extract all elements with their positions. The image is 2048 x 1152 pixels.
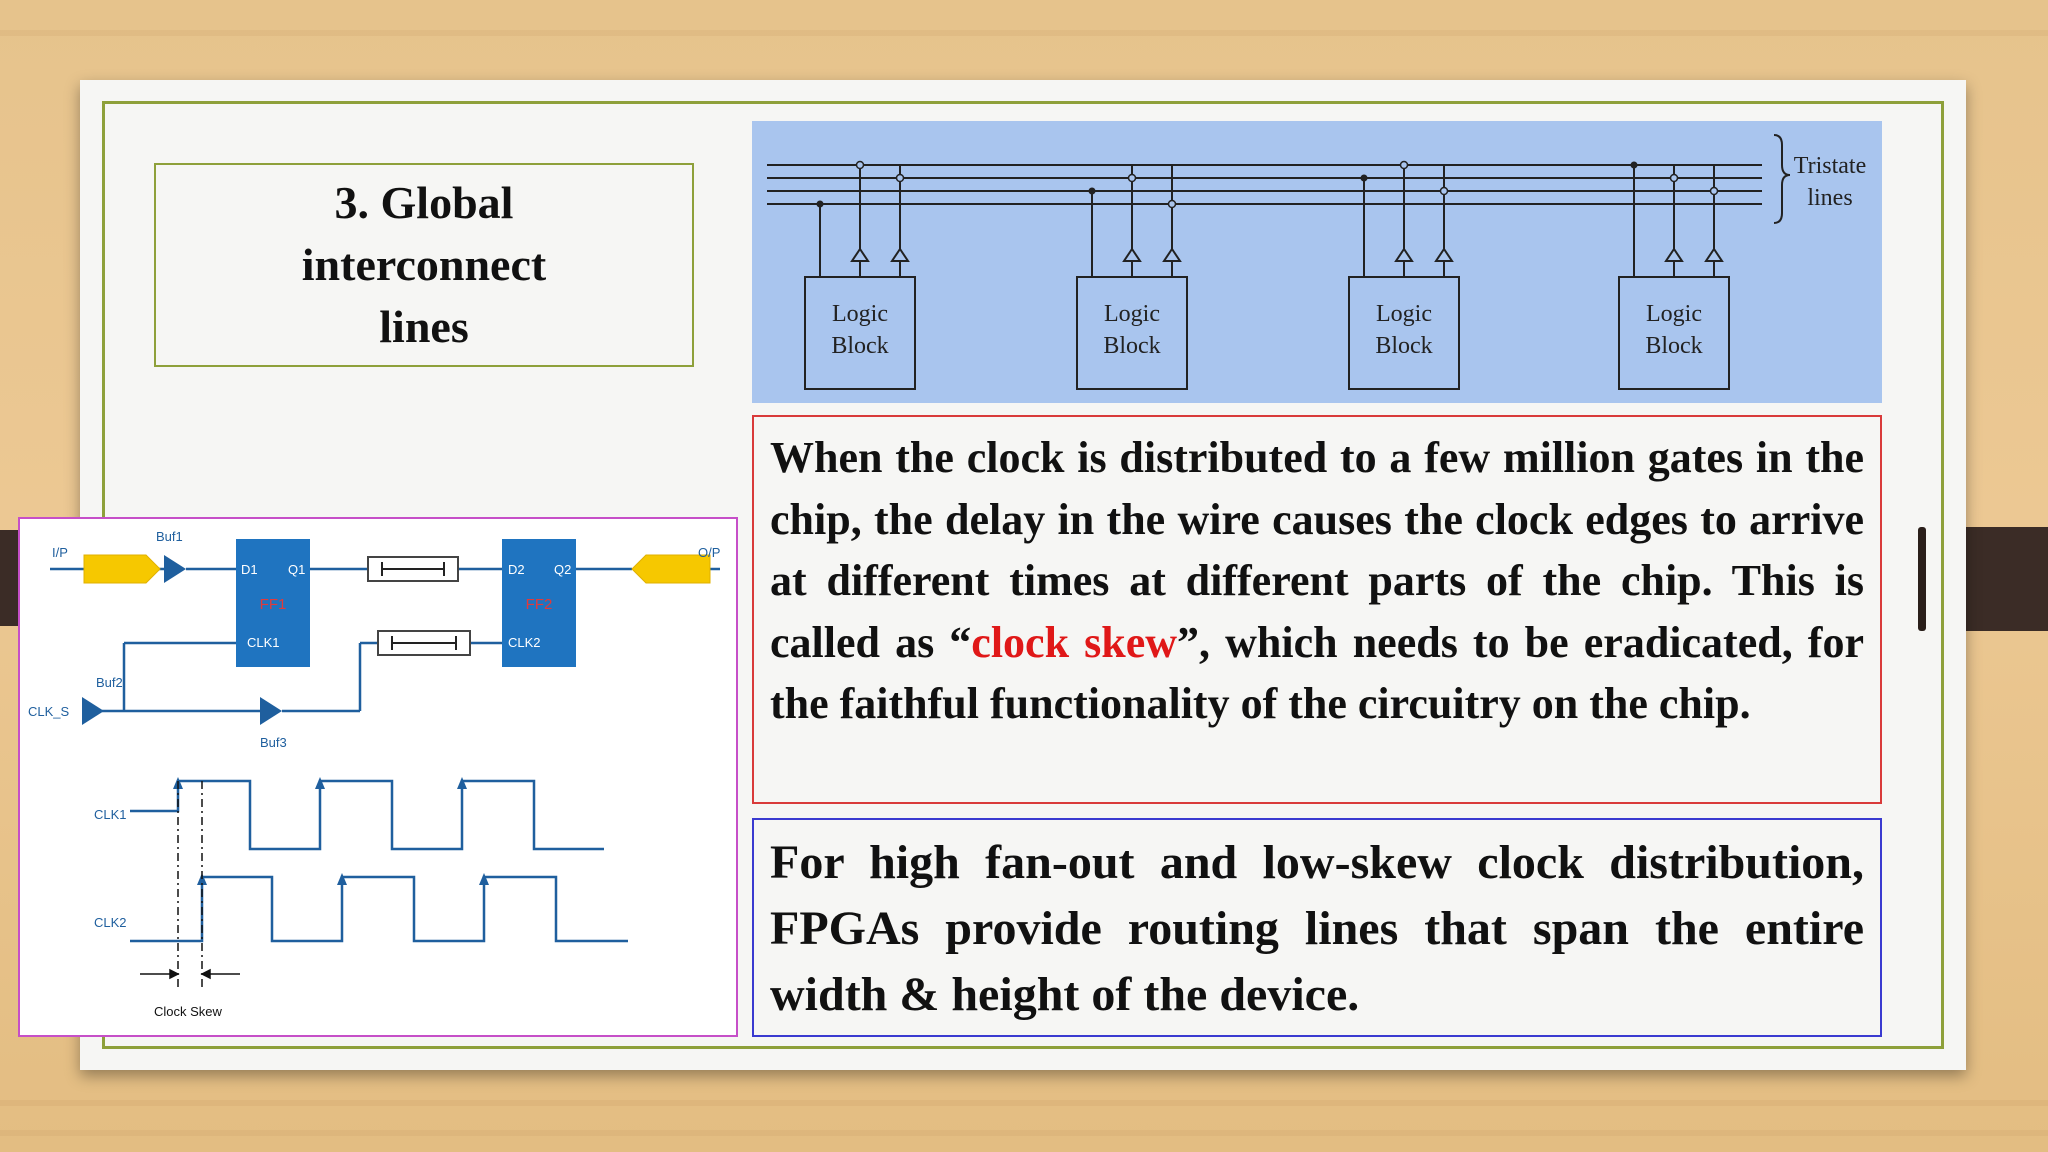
paragraph-1-after: ”, which needs to be eradicated, for the faithful functionality of the circuitry on the chip. — [770, 617, 1864, 728]
title-box — [154, 163, 694, 367]
tristate-label-line-2: lines — [1807, 185, 1853, 211]
output-label: O/P — [698, 545, 721, 560]
brace-icon — [1774, 135, 1790, 223]
buffer-2-icon — [82, 697, 104, 725]
logic-block-4 — [1619, 162, 1729, 390]
ff1-q-label: Q1 — [288, 562, 306, 577]
tristate-label-line-1: Tristate — [1793, 153, 1867, 179]
logic-block-2 — [1077, 165, 1187, 389]
input-port-icon — [84, 555, 160, 583]
fanout-paragraph: For high fan-out and low-skew clock distribution, FPGAs provide routing lines that span the entire width & height of the device. — [752, 818, 1882, 1037]
ff2-d-label: D2 — [508, 562, 525, 577]
title-line-3: lines — [379, 301, 469, 352]
tristate-lines-diagram — [752, 121, 1882, 403]
buffer-2-label: Buf2 — [96, 675, 123, 690]
paragraph-1-before: When the clock is distributed to a few million gates in the chip, the delay in the wire causes the clock edges to arrive at different times at different parts of the chip. This is called as “ — [770, 433, 1864, 667]
clock-skew-paragraph — [752, 415, 1882, 804]
delay-element-2 — [378, 631, 470, 655]
logic-block-2-label-1: Logic — [1104, 301, 1160, 327]
buffer-3-label: Buf3 — [260, 735, 287, 750]
binder-tab-cap — [1918, 527, 1926, 631]
input-label: I/P — [52, 545, 68, 560]
clk2-waveform — [130, 877, 628, 941]
ff1-d-label: D1 — [241, 562, 258, 577]
title-line-1: 3. Global — [334, 177, 514, 228]
buffer-1-label: Buf1 — [156, 529, 183, 544]
ff2-q-label: Q2 — [554, 562, 572, 577]
delay-element-1 — [368, 557, 458, 581]
flip-flop-1 — [236, 539, 310, 667]
tristate-diagram-svg — [752, 121, 1882, 403]
logic-block-1 — [805, 162, 915, 390]
slide-title — [274, 172, 574, 358]
logic-block-1-label-2: Block — [831, 333, 889, 359]
logic-block-4-label-1: Logic — [1646, 301, 1702, 327]
buffer-1-icon — [164, 555, 186, 583]
ff1-clk-label: CLK1 — [247, 635, 280, 650]
flip-flop-2 — [502, 539, 576, 667]
skew-arrows — [140, 970, 240, 978]
title-line-2: interconnect — [301, 239, 547, 290]
clock-skew-label: Clock Skew — [154, 1004, 222, 1019]
clk-s-label: CLK_S — [28, 704, 70, 719]
clk2-wave-label: CLK2 — [94, 915, 127, 930]
logic-block-2-label-2: Block — [1103, 333, 1161, 359]
ff2-name-label: FF2 — [525, 596, 553, 613]
logic-block-3-label-2: Block — [1375, 333, 1433, 359]
clock-skew-svg — [20, 519, 736, 1035]
clk1-waveform — [130, 781, 604, 849]
clock-skew-diagram — [18, 517, 738, 1037]
logic-block-1-label-1: Logic — [832, 301, 888, 327]
clock-skew-highlight: clock skew — [971, 617, 1178, 667]
ff1-name-label: FF1 — [259, 596, 287, 613]
buffer-3-icon — [260, 697, 282, 725]
logic-block-3-label-1: Logic — [1376, 301, 1432, 327]
ff2-clk-label: CLK2 — [508, 635, 541, 650]
logic-block-4-label-2: Block — [1645, 333, 1703, 359]
logic-block-3 — [1349, 162, 1459, 390]
binder-tab-left — [0, 530, 20, 626]
clk1-wave-label: CLK1 — [94, 807, 127, 822]
